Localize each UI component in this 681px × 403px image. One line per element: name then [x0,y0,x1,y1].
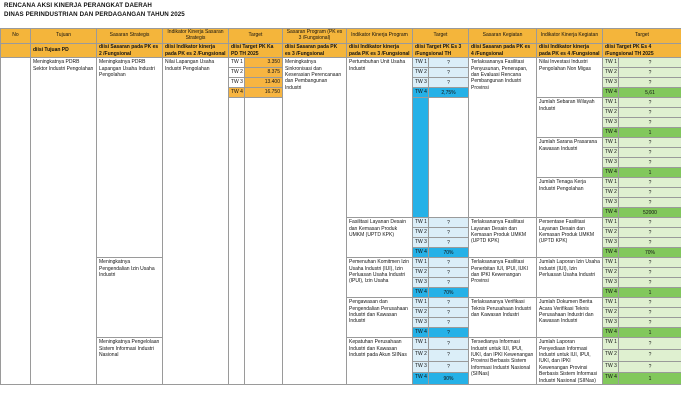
tw-label: TW 4 [413,88,429,98]
tw-label: TW 4 [413,288,429,298]
header-sasaran-program: Sasaran Program (PK es 3 /Fungsional) [283,29,347,44]
header-row [1,29,681,44]
tw-label: TW 1 [603,298,619,308]
rencana-aksi-table [0,28,681,385]
target-value: ? [619,298,681,308]
tw-label: TW 3 [603,198,619,208]
sub-sasaran-kegiatan: diisi Sasaran pada PK es 4 /Fungsional [469,44,537,58]
tw-label: TW 4 [603,168,619,178]
tw-label: TW 1 [229,58,245,68]
sasaran-strategis-cell: Meningkatnya Pengelolaan Sistem Informasi Industri Nasional [97,338,163,385]
header-target-kegiatan: Target [603,29,681,44]
target-value: 8.375 [245,68,283,78]
target-value: ? [619,188,681,198]
sasaran-kegiatan-cell: Terlaksananya Fasilitasi Layanan Desain dan Kemasan Produk UMKM (UPTD KPK) [469,218,537,258]
tw-label: TW 2 [603,188,619,198]
target-value: ? [429,228,469,238]
target-value: 1 [619,168,681,178]
target-value: 1 [619,288,681,298]
sasaran-kegiatan-cell: Terlaksananya Fasilitasi Penerbitan IUI, IPUI, IUKI dan IPKI Kewenangan Provinsi [469,258,537,298]
header-sasaran-kegiatan: Sasaran Kegiatan [469,29,537,44]
target-value: ? [619,238,681,248]
sub-ik-kegiatan: diisi Indikator kinerja pada PK es 4 /Fungsional [537,44,603,58]
tw-label: TW 3 [603,78,619,88]
target-value: ? [619,361,681,373]
ik-kegiatan-cell: Jumlah Dokumen Berita Acara Verifikasi Teknis Perusahaan Industri dan Kawasan Industri [537,298,603,338]
tw-label: TW 2 [603,308,619,318]
target-value: ? [619,268,681,278]
target-value: ? [619,178,681,188]
target-value: ? [619,58,681,68]
tw-label: TW 4 [229,88,245,98]
document-subtitle: DINAS PERINDUSTRIAN DAN PERDAGANGAN TAHUN 2025 [4,11,185,18]
tw-label: TW 4 [413,373,429,385]
tw-label: TW 1 [413,258,429,268]
sub-sasaran-strategis: diisi Sasaran pada PK es 2 /Fungsional [97,44,163,58]
target-value: ? [429,349,469,361]
tw-label: TW 2 [413,308,429,318]
header-target: Target [229,29,283,44]
target-value: ? [429,58,469,68]
tw-label: TW 1 [603,138,619,148]
tw-label: TW 3 [603,238,619,248]
tw-label: TW 1 [413,298,429,308]
tw-label: TW 2 [603,68,619,78]
target-value: ? [429,308,469,318]
tw-label: TW 1 [413,58,429,68]
target-value: ? [619,78,681,88]
target-value: 52000 [619,208,681,218]
tw-label: TW 4 [603,288,619,298]
target-value: ? [429,238,469,248]
tw-label: TW 3 [603,158,619,168]
target-value: ? [429,278,469,288]
tw-label: TW 2 [603,108,619,118]
tw-label: TW 1 [603,218,619,228]
tw-label: TW 2 [603,148,619,158]
tw-label: TW 4 [603,88,619,98]
header-ik-kegiatan: Indikator Kinerja Kegiatan [537,29,603,44]
tw-label: TW 1 [603,178,619,188]
table-row [1,58,681,68]
tw-label: TW 3 [413,361,429,373]
sasaran-kegiatan-cell: Terlaksananya Verifikasi Teknis Perusahaan Industri dan Kawasan Industri [469,298,537,338]
document-title: RENCANA AKSI KINERJA PERANGKAT DAERAH [4,2,152,9]
target-value: ? [619,138,681,148]
header-sasaran-strategis: Sasaran Strategis [97,29,163,44]
target-value: 16.750 [245,88,283,98]
header-tujuan: Tujuan [31,29,97,44]
ik-kegiatan-cell: Persentase Fasilitasi Layanan Desain dan Kemasan Produk UMKM (UPTD KPK) [537,218,603,258]
tw-label: TW 3 [413,78,429,88]
sub-ik-sasaran-strategis: diisi Indikator kinerja pada PK es 2 /Fungsional [163,44,229,58]
ik-kegiatan-cell: Jumlah Tenaga Kerja Industri Pengolahan [537,178,603,218]
tw-label: TW 3 [413,318,429,328]
ik-kegiatan-cell: Jumlah Laporan Penyediaan Informasi Industri untuk IUI, IPUI, IUKI, dan IPKI Kewenangan Provinsi Berbasis Sistem Informasi Industri Nasional (SIINas) [537,338,603,385]
target-value: ? [619,218,681,228]
target-value: ? [429,298,469,308]
target-value: 1 [619,128,681,138]
ik-kegiatan-cell: Nilai Investasi Industri Pengolahan Non Migas [537,58,603,98]
sub-target-kegiatan: diisi Target PK Es 4 /Fungsional TH 2025 [603,44,681,58]
tw-label: TW 2 [413,349,429,361]
sasaran-program-cell: Meningkatnya Sinkronisasi dan Keserasian Perencanaan dan Pembangunan Industri [283,58,347,385]
subheader-row [1,44,681,58]
target-value: ? [619,108,681,118]
ik-kegiatan-cell: Jumlah Sarana Prasarana Kawasan Industri [537,138,603,178]
tw-label: TW 4 [603,328,619,338]
target-value: ? [619,349,681,361]
sasaran-kegiatan-cell: Terlaksananya Fasilitasi Penyusunan, Penerapan, dan Evaluasi Rencana Pembangunan Industri Provinsi [469,58,537,218]
tw-label: TW 4 [603,128,619,138]
target-value: ? [429,68,469,78]
ik-program-cell: Pertumbuhan Unit Usaha Industri [347,58,413,218]
tw-label: TW 2 [603,228,619,238]
target-value: ? [619,258,681,268]
ik-program-cell: Kepatuhan Perusahaan Industri dan Kawasan Industri pada Akun SIINas [347,338,413,385]
tw-label: TW 2 [603,268,619,278]
target-value: 70% [429,288,469,298]
sasaran-kegiatan-cell: Tersedianya Informasi Industri untuk IUI, IPUI, IUKI, dan IPKI Kewenangan Provinsi Berbasis Sistem Informasi Industri Nasional (SIINas) [469,338,537,385]
tw-label: TW 1 [603,98,619,108]
target-value: ? [429,78,469,88]
sasaran-strategis-cell: Meningkatnya PDRB Lapangan Usaha Industri Pengolahan [97,58,163,258]
tw-label: TW 3 [603,278,619,288]
target-value: ? [429,328,469,338]
tw-label: TW 1 [603,338,619,350]
target-value: ? [619,278,681,288]
ik-sasaran-strategis-cell: Nilai Lapangan Usaha Industri Pengolahan [163,58,229,385]
target-value: ? [619,318,681,328]
target-value: 1 [619,328,681,338]
tw-label: TW 3 [603,318,619,328]
tw-label: TW 4 [603,373,619,385]
target-value: 70% [429,248,469,258]
tw-label: TW 1 [413,338,429,350]
tw-label: TW 1 [603,58,619,68]
sub-tujuan: diisi Tujuan PD [31,44,97,58]
tw-label: TW 2 [413,268,429,278]
no-cell [1,58,31,385]
target-value: 3.350 [245,58,283,68]
target-value: 2,75% [429,88,469,98]
target-value: 70% [619,248,681,258]
target-value: ? [619,158,681,168]
ik-kegiatan-cell: Jumlah Laporan Izin Usaha Industri (IUI), Izin Perluasan Usaha Industri [537,258,603,298]
sub-target-program: diisi Target PK Es 3 /Fungsional TH [413,44,469,58]
target-value: ? [619,68,681,78]
header-target-program: Target [413,29,469,44]
tw-label: TW 3 [603,361,619,373]
target-value: 5,61 [619,88,681,98]
header-ik-sasaran-strategis: Indikator Kinerja Sasaran Strategis [163,29,229,44]
tw-label: TW 2 [603,349,619,361]
tw-label: TW 4 [603,248,619,258]
tw-label: TW 1 [603,258,619,268]
tw-label: TW 4 [413,248,429,258]
tw-label: TW 2 [413,228,429,238]
target-value: ? [619,228,681,238]
tw-label: TW 3 [413,238,429,248]
target-value: ? [619,148,681,158]
target-value: ? [429,258,469,268]
sasaran-strategis-cell: Meningkatnya Pengendalian Izin Usaha Industri [97,258,163,338]
target-value: 13.400 [245,78,283,88]
target-value: ? [619,98,681,108]
target-value: ? [429,338,469,350]
target-value: 90% [429,373,469,385]
tw-label: TW 3 [603,118,619,128]
tw-label: TW 1 [413,218,429,228]
sub-target: diisi Target PK Ka PD TH 2025 [229,44,283,58]
ik-program-cell: Pemenuhan Komitmen Izin Usaha Industri (IUI), Izin Perluasan Usaha Industri (IPUI), Izin Usaha [347,258,413,298]
header-ik-program: Indikator Kinerja Program [347,29,413,44]
target-value: ? [619,338,681,350]
ik-program-cell: Fasilitasi Layanan Desain dan Kemasan Produk UMKM (UPTD KPK) [347,218,413,258]
target-value: ? [429,318,469,328]
ik-program-cell: Pengawasan dan Pengendalian Perusahaan Industri dan Kawasan Industri [347,298,413,338]
tujuan-cell: Meningkatnya PDRB Sektor Industri Pengolahan [31,58,97,385]
tw-label: TW 3 [229,78,245,88]
tw-label: TW 2 [229,68,245,78]
target-value: ? [619,198,681,208]
target-value: ? [429,361,469,373]
sub-ik-program: diisi Indikator kinerja pada PK es 3 /Fungsional [347,44,413,58]
header-no: No [1,29,31,44]
tw-label: TW 4 [413,328,429,338]
target-value: 1 [619,373,681,385]
target-value: ? [619,308,681,318]
target-value: ? [429,218,469,228]
sub-sasaran-program: diisi Sasaran pada PK es 3 /Fungsional [283,44,347,58]
ik-kegiatan-cell: Jumlah Sebaran Wilayah Industri [537,98,603,138]
tw-label: TW 2 [413,68,429,78]
tw-label: TW 3 [413,278,429,288]
target-value: ? [429,268,469,278]
target-value: ? [619,118,681,128]
tw-label: TW 4 [603,208,619,218]
